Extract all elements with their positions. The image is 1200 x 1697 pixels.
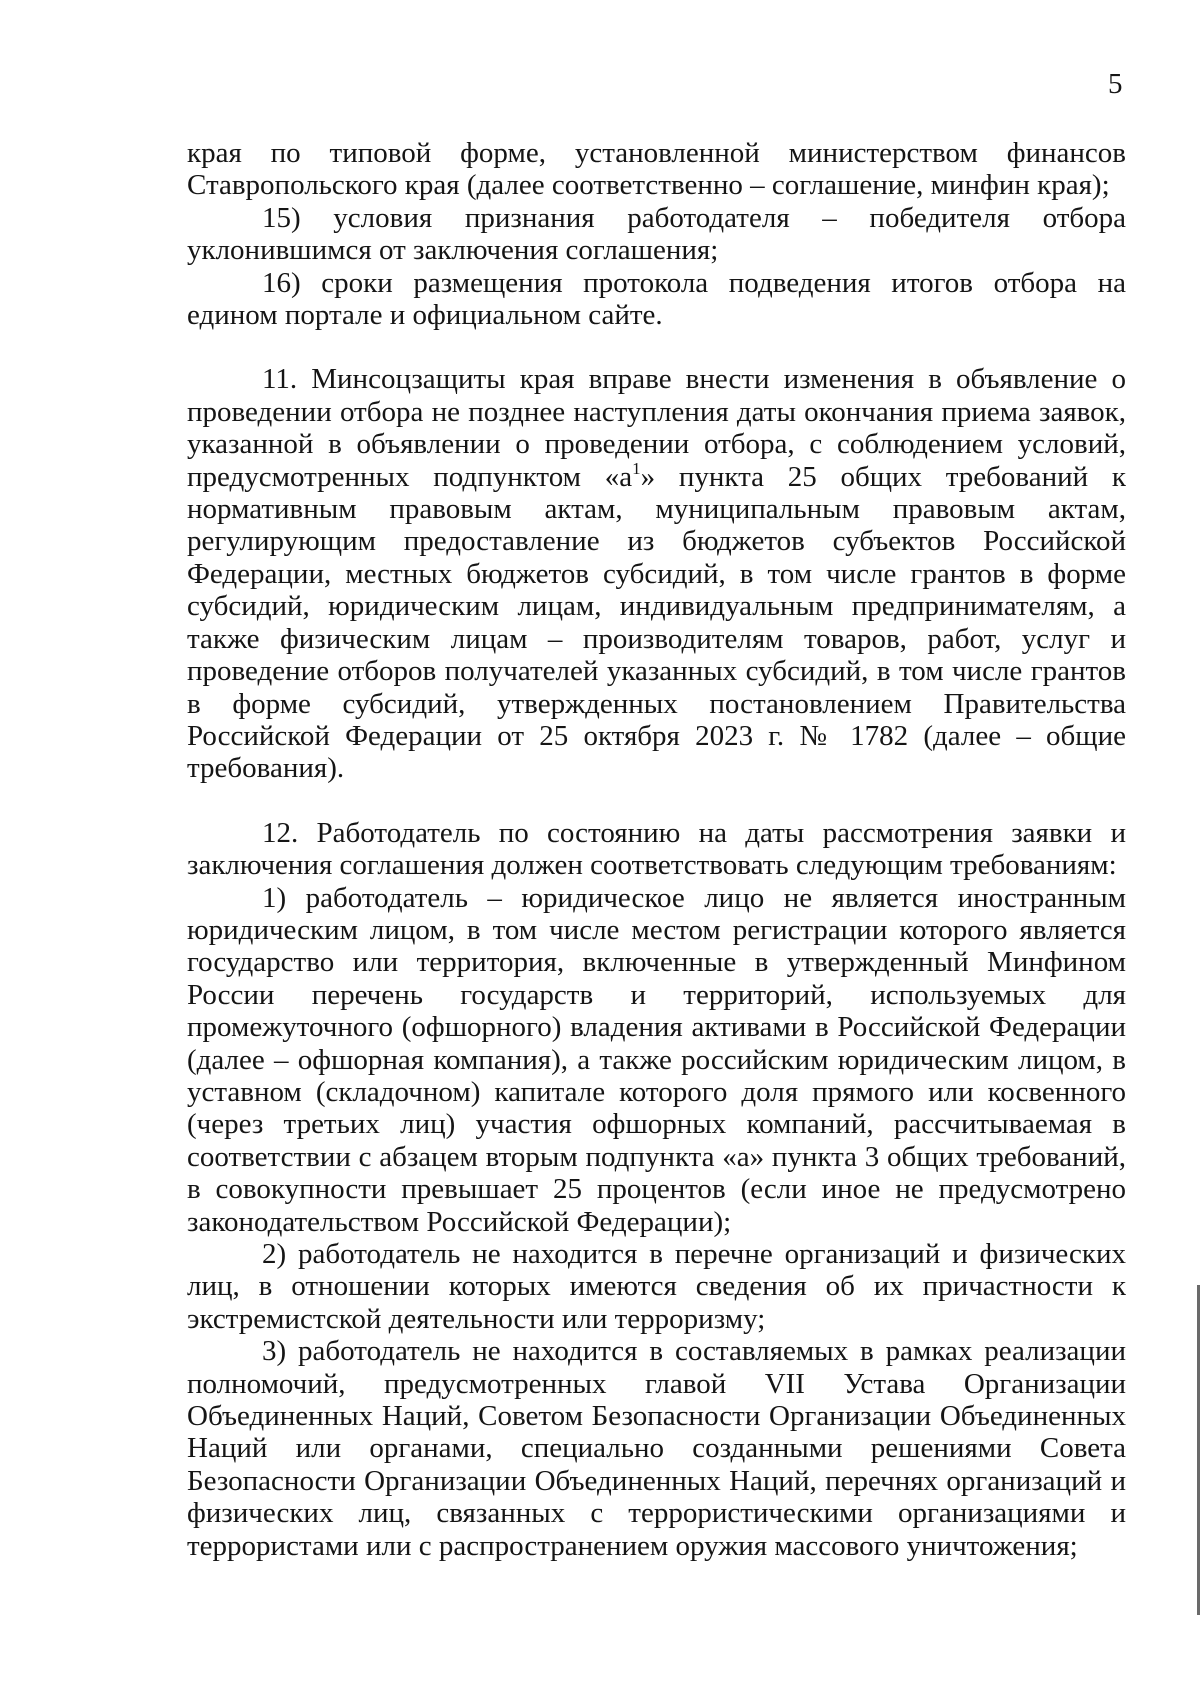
- paragraph-item-12-2: 2) работодатель не находится в перечне организаций и физических лиц, в отношении которых имеются сведения об их причастности к экстремистской деятельности или терроризму;: [187, 1238, 1126, 1335]
- paragraph-section-11-part-2: » пункта 25 общих требований к нормативным правовым актам, муниципальным правовым актам, регулирующим предоставление из бюджетов субъектов Российской Федерации, местных бюджетов субсидий, в том числе грантов в форме субсидий, юридическим лицам, индивидуальным предпринимателям, а также физическим лицам – производителям товаров, работ, услуг и проведение отборов получателей указанных субсидий, в том числе грантов в форме субсидий, утвержденных постановлением Правительства Российской Федерации от 25 октября 2023 г. № 1782 (далее – общие требования).: [187, 460, 1126, 785]
- paragraph-section-12: 12. Работодатель по состоянию на даты рассмотрения заявки и заключения соглашения должен соответствовать следующим требованиям:: [187, 816, 1126, 882]
- paragraph-section-11-part-1: 11. Минсоцзащиты края вправе внести изменения в объявление о проведении отбора не позднее наступления даты окончания приема заявок, указанной в объявлении о проведении отбора, с соблюдением условий, предусмотренных подпунктом «а: [187, 363, 1126, 493]
- paragraph-item-12-1: 1) работодатель – юридическое лицо не является иностранным юридическим лицом, в том числе местом регистрации которого является государство или территория, включенные в утвержденный Минфином России перечень государств и территорий, используемых для промежуточного (офшорного) владения активами в Российской Федерации (далее – офшорная компания), а также российским юридическим лицом, в уставном (складочном) капитале которого доля прямого или косвенного (через третьих лиц) участия офшорных компаний, рассчитываемая в соответствии с абзацем вторым подпункта «а» пункта 3 общих требований, в совокупности превышает 25 процентов (если иное не предусмотрено законодательством Российской Федерации);: [187, 881, 1126, 1238]
- document-body: [187, 137, 1126, 1562]
- paragraph-item-12-3: 3) работодатель не находится в составляемых в рамках реализации полномочий, предусмотренных главой VII Устава Организации Объединенных Наций, Советом Безопасности Организации Объединенных Наций или органами, специально созданными решениями Совета Безопасности Организации Объединенных Наций, перечнях организаций и физических лиц, связанных с террористическими организациями и террористами или с распространением оружия массового уничтожения;: [187, 1335, 1126, 1562]
- page-number: 5: [1108, 68, 1123, 100]
- paragraph-item-16: 16) сроки размещения протокола подведения итогов отбора на едином портале и официальном сайте.: [187, 266, 1126, 332]
- paragraph-item-15: 15) условия признания работодателя – победителя отбора уклонившимся от заключения соглашения;: [187, 201, 1126, 267]
- paragraph-section-11: [187, 363, 1126, 784]
- superscript-index: 1: [632, 458, 641, 478]
- paragraph-continuation: края по типовой форме, установленной министерством финансов Ставропольского края (далее соответственно – соглашение, минфин края);: [187, 137, 1126, 202]
